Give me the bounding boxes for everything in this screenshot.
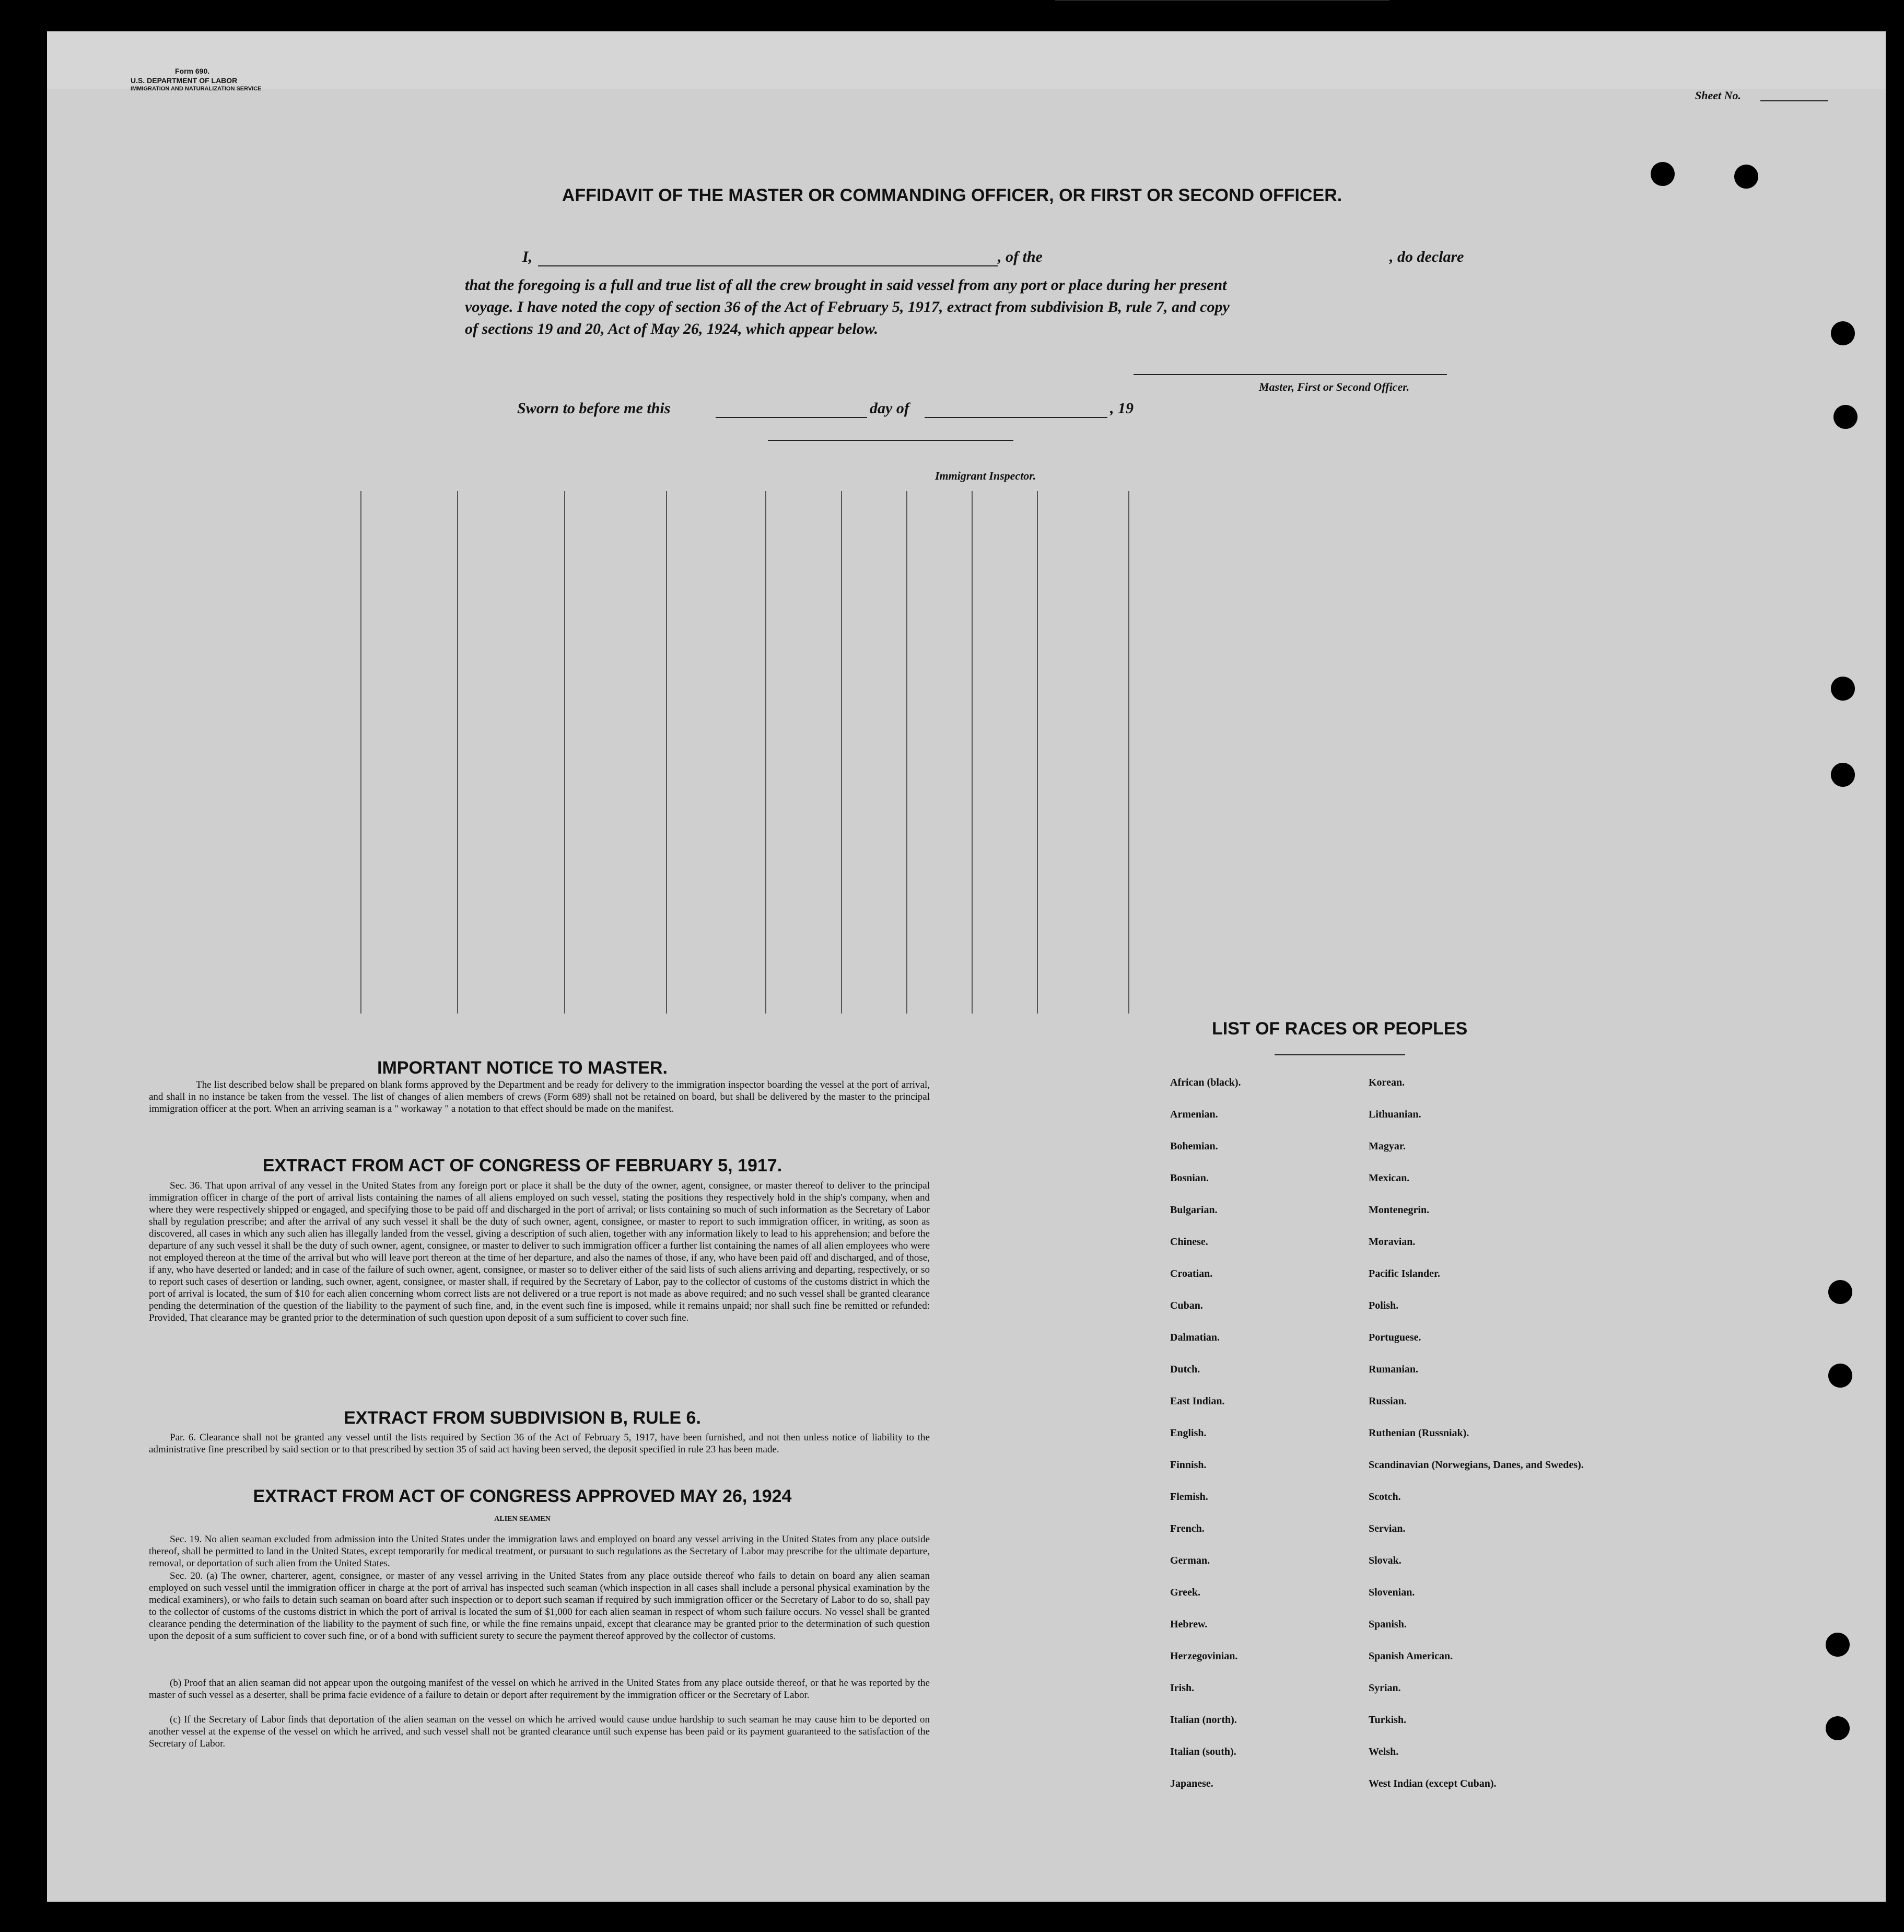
race-item: Slovenian.: [1369, 1587, 1415, 1598]
column-rule: [906, 491, 907, 1014]
race-item: Armenian.: [1170, 1109, 1218, 1120]
extract-1924-sec20c: (c) If the Secretary of Labor finds that deportation of the alien seaman on the vessel on which he arrived would cause undue hardship to such seaman he may cause him to be deported on another vessel at the expense of the vessel on which he arrived, and such vessel shall not be granted clearance until such expense has been paid or its payment guaranteed to the satisfaction of the Secretary of Labor.: [149, 1714, 930, 1749]
affidavit-title: AFFIDAVIT OF THE MASTER OR COMMANDING OFFICER, OR FIRST OR SECOND OFFICER.: [562, 185, 1342, 205]
column-rule: [765, 491, 766, 1014]
sworn-label: Sworn to before me this: [517, 400, 671, 417]
race-item: Moravian.: [1369, 1236, 1416, 1248]
race-item: Dalmatian.: [1170, 1332, 1220, 1343]
affidavit-line-4: of sections 19 and 20, Act of May 26, 1924, which appear below.: [465, 320, 879, 337]
race-item: Spanish.: [1369, 1619, 1407, 1630]
sworn-month-line: [925, 417, 1107, 418]
race-item: Irish.: [1170, 1682, 1195, 1694]
race-item: Montenegrin.: [1369, 1204, 1430, 1216]
race-item: West Indian (except Cuban).: [1369, 1778, 1497, 1789]
race-item: Magyar.: [1369, 1140, 1406, 1152]
sheet-number-line: [1760, 100, 1828, 101]
race-item: Ruthenian (Russniak).: [1369, 1427, 1469, 1439]
race-item: Bohemian.: [1170, 1140, 1218, 1152]
race-item: Chinese.: [1170, 1236, 1208, 1248]
inspector-signature-line: [768, 440, 1013, 441]
signature-line: [1134, 374, 1447, 375]
day-of-label: day of: [870, 400, 909, 417]
sworn-day-line: [716, 417, 867, 418]
affidavit-vessel-line: [1055, 0, 1389, 1]
department-name: U.S. DEPARTMENT OF LABOR: [131, 76, 238, 85]
punch-hole: [1828, 1364, 1852, 1388]
punch-hole: [1651, 162, 1675, 186]
inspector-title: Immigrant Inspector.: [935, 469, 1036, 482]
race-item: French.: [1170, 1523, 1205, 1534]
race-item: Servian.: [1369, 1523, 1406, 1534]
race-item: Russian.: [1369, 1395, 1407, 1407]
signer-title: Master, First or Second Officer.: [1259, 380, 1410, 393]
affidavit-line-3: voyage. I have noted the copy of section 36 of the Act of February 5, 1917, extract from subdivision B, rule 7, and copy: [465, 298, 1230, 316]
extract-rule6-title: EXTRACT FROM SUBDIVISION B, RULE 6.: [344, 1408, 701, 1428]
extract-1924-subtitle: ALIEN SEAMEN: [494, 1515, 551, 1523]
race-item: Turkish.: [1369, 1714, 1407, 1726]
punch-hole: [1831, 321, 1855, 345]
column-rule: [1128, 491, 1129, 1014]
race-item: East Indian.: [1170, 1395, 1225, 1407]
punch-hole: [1831, 763, 1855, 787]
races-title-rule: [1275, 1054, 1405, 1055]
race-item: African (black).: [1170, 1077, 1241, 1088]
race-item: Pacific Islander.: [1369, 1268, 1441, 1279]
race-item: Italian (north).: [1170, 1714, 1237, 1726]
punch-hole: [1831, 677, 1855, 701]
race-item: Scandinavian (Norwegians, Danes, and Swedes).: [1369, 1459, 1584, 1471]
form-number: Form 690.: [175, 67, 210, 75]
affidavit-do-declare: , do declare: [1389, 248, 1464, 265]
race-item: Rumanian.: [1369, 1364, 1419, 1375]
race-item: Finnish.: [1170, 1459, 1207, 1471]
race-item: Herzegovinian.: [1170, 1650, 1238, 1662]
column-rule: [841, 491, 842, 1014]
races-right-column: [1369, 1076, 1598, 1809]
race-item: Flemish.: [1170, 1491, 1208, 1503]
race-item: Mexican.: [1369, 1172, 1410, 1184]
races-title: LIST OF RACES OR PEOPLES: [1212, 1019, 1468, 1039]
column-rule: [1037, 491, 1038, 1014]
race-item: Cuban.: [1170, 1300, 1203, 1311]
race-item: English.: [1170, 1427, 1207, 1439]
punch-hole: [1826, 1633, 1850, 1657]
race-item: Bulgarian.: [1170, 1204, 1218, 1216]
extract-1924-title: EXTRACT FROM ACT OF CONGRESS APPROVED MAY 26, 1924: [253, 1486, 792, 1506]
extract-1924-sec20b: (b) Proof that an alien seaman did not appear upon the outgoing manifest of the vessel on which he arrived in the United States from any place outside thereof, or that he was reported by the master of such vessel as a deserter, shall be prima facie evidence of a failure to detain or deport after requirement by the immigration officer or the Secretary of Labor.: [149, 1678, 930, 1701]
service-name: IMMIGRATION AND NATURALIZATION SERVICE: [131, 86, 262, 92]
column-rule: [457, 491, 458, 1014]
extract-1917-title: EXTRACT FROM ACT OF CONGRESS OF FEBRUARY 5, 1917.: [262, 1156, 782, 1176]
extract-1924-sec20a: Sec. 20. (a) The owner, charterer, agent, consignee, or master of any vessel arriving in the United States from any place outside thereof who fails to detain on board any alien seaman employed on such vessel until the immigration officer in charge at the port of arrival has inspected such seaman (which inspection in all cases shall include a personal physical examination by the medical examiners), or who fails to detain such seaman on board after such inspection or to deport such seaman if required by such immigration officer or the Secretary of Labor to do so, shall pay to the collector of customs of the customs district in which the port of arrival is located the sum of $1,000 for each alien seaman in respect of whom such failure occurs. No vessel shall be granted clearance pending the determination of the liability to the payment of such fine, or while the fine remains unpaid, except that clearance may be granted prior to the determination of such question upon the deposit of a sum sufficient to cover such fine, or of a bond with sufficient surety to secure the payment thereof approved by the collector of customs.: [149, 1570, 930, 1642]
race-item: Slovak.: [1369, 1555, 1401, 1566]
sheet-number-label: Sheet No.: [1695, 89, 1741, 102]
punch-hole: [1833, 405, 1858, 429]
race-item: Greek.: [1170, 1587, 1200, 1598]
races-left-column: [1170, 1076, 1342, 1809]
column-rule: [564, 491, 565, 1014]
column-rule: [360, 491, 361, 1014]
punch-hole: [1826, 1716, 1850, 1740]
extract-1924-sec19: Sec. 19. No alien seaman excluded from admission into the United States under the immigration laws and employed on board any vessel arriving in the United States from any place outside thereof, shall be permitted to land in the United States, except temporarily for medical treatment, or pursuant to such regulations as the Secretary of Labor may prescribe for the ultimate departure, removal, or deportation of such alien from the United States.: [149, 1534, 930, 1569]
race-item: Hebrew.: [1170, 1619, 1208, 1630]
race-item: Japanese.: [1170, 1778, 1213, 1789]
notice-title: IMPORTANT NOTICE TO MASTER.: [377, 1058, 668, 1078]
extract-rule6-text: Par. 6. Clearance shall not be granted any vessel until the lists required by Section 36 of the Act of February 5, 1917, have been furnished, and not then unless notice of liability to the administrative fine prescribed by said section or to that prescribed by section 35 of said act having been served, the deposit specified in rule 23 has been made.: [149, 1432, 930, 1455]
punch-hole: [1828, 1280, 1852, 1304]
affidavit-line-2: that the foregoing is a full and true list of all the crew brought in said vessel from any port or place during her present: [465, 276, 1227, 294]
affidavit-of-the: , of the: [998, 248, 1043, 265]
race-item: Lithuanian.: [1369, 1109, 1421, 1120]
extract-1917-text: Sec. 36. That upon arrival of any vessel in the United States from any foreign port or place it shall be the duty of the owner, agent, consignee, or master thereof to deliver to the principal immigration officer in charge of the port of arrival lists containing the names of all aliens employed on such vessel, stating the positions they respectively hold in the ship's company, when and where they were respectively shipped or engaged, and specifying those to be paid off and discharged in the port of arrival; or lists containing so much of such information as the Secretary of Labor shall by regulation prescribe; and after the arrival of any such vessel it shall be the duty of such owner, agent, consignee, or master to report to such immigration officer, in writing, as soon as discovered, all cases in which any such alien has illegally landed from the vessel, giving a description of such alien, together with any information likely to lead to his apprehension; and before the departure of any such vessel it shall be the duty of such owner, agent, consignee, or master to deliver to such immigration officer a further list containing the names of all alien employees who were not employed thereon at the time of the arrival but who will leave port thereon at the time of her departure, and also the names of those, if any, who have been paid off and discharged, and of those, if any, who have deserted or landed; and in case of the failure of such owner, agent, consignee, or master so to deliver either of the said lists of such aliens arriving and departing, respectively, or so to report such cases of desertion or landing, such owner, agent, consignee, or master shall, if required by the Secretary of Labor, pay to the collector of customs of the customs district in which the port of arrival is located, the sum of $10 for each alien concerning whom correct lists are not delivered or a true report is not made as above required; and no such vessel shall be granted clearance pending the determination of the question of the liability to the payment of such fine, and, in the event such fine is imposed, while it remains unpaid; nor shall such fine be remitted or refunded: Provided, That clearance may be granted prior to the determination of such question upon deposit of a sum sufficient to cover such fine.: [149, 1180, 930, 1323]
race-item: Croatian.: [1170, 1268, 1213, 1279]
column-rule: [666, 491, 667, 1014]
race-item: Spanish American.: [1369, 1650, 1453, 1662]
race-item: Welsh.: [1369, 1746, 1399, 1758]
affidavit-i-label: I,: [522, 248, 533, 265]
race-item: Syrian.: [1369, 1682, 1401, 1694]
race-item: Korean.: [1369, 1077, 1405, 1088]
race-item: Italian (south).: [1170, 1746, 1236, 1758]
race-item: Bosnian.: [1170, 1172, 1209, 1184]
race-item: Scotch.: [1369, 1491, 1401, 1503]
notice-text: The list described below shall be prepared on blank forms approved by the Department and be ready for delivery to the immigration inspector boarding the vessel at the port of arrival, and shall in no instance be taken from the vessel. The list of changes of alien members of crews (Form 689) shall not be retained on board, but shall be delivered by the master to the principal immigration officer at the port. When an arriving seaman is a " workaway " a notation to that effect should be made on the manifest.: [149, 1079, 930, 1114]
race-item: Polish.: [1369, 1300, 1399, 1311]
year-label: , 19: [1110, 400, 1134, 417]
affidavit-name-line: [538, 265, 998, 266]
race-item: German.: [1170, 1555, 1210, 1566]
race-item: Portuguese.: [1369, 1332, 1421, 1343]
race-item: Dutch.: [1170, 1364, 1200, 1375]
column-rule: [972, 491, 973, 1014]
